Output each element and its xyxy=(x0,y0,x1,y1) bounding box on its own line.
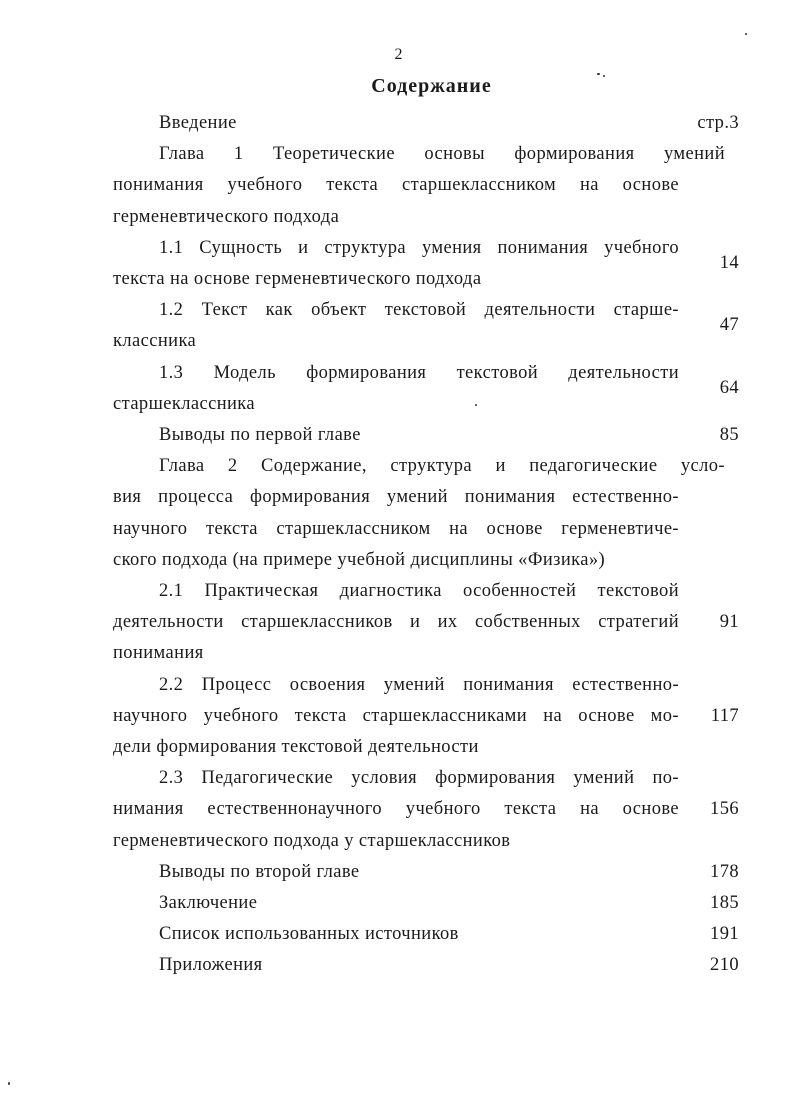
toc-entry-line: старшеклассника xyxy=(113,393,256,414)
toc-entry-2-1 xyxy=(113,576,743,670)
toc-entry-chapter-2 xyxy=(113,451,743,576)
toc-entry-page: 185 xyxy=(710,893,739,914)
toc-entry-page: 14 xyxy=(719,252,739,273)
toc-entry-2-2 xyxy=(113,670,743,764)
toc-entry-line: ского подхода (на примере учебной дисциплины «Физика») xyxy=(113,549,606,570)
scan-speck xyxy=(475,404,477,406)
toc-entry-page: 117 xyxy=(710,705,739,726)
toc-entry-page: 191 xyxy=(710,924,739,945)
toc-entry-page: 178 xyxy=(710,861,739,882)
toc-entry-line: Глава 1 Теоретические основы формирования умений xyxy=(159,144,725,165)
toc-entry-line: Заключение xyxy=(159,893,258,914)
toc-entry-page: 64 xyxy=(719,377,739,398)
page-number: 2 xyxy=(394,46,403,63)
scan-speck xyxy=(597,73,600,75)
toc-entry-line: Список использованных источников xyxy=(159,924,459,945)
toc-entry-line: 1.3 Модель формирования текстовой деятельности xyxy=(159,362,679,383)
toc-entry-line: научного текста старшеклассником на основе герменевтиче- xyxy=(113,518,679,539)
scan-speck xyxy=(603,75,605,77)
toc-entry-line: 2.2 Процесс освоения умений понимания естественно- xyxy=(159,674,679,695)
toc-entry-line: герменевтического подхода xyxy=(113,206,340,227)
toc-entry-line: научного учебного текста старшеклассниками на основе мо- xyxy=(113,705,679,726)
toc-entry-line: деятельности старшеклассников и их собственных стратегий xyxy=(113,612,679,633)
toc-entry-1-3 xyxy=(113,358,743,420)
toc-entry-line: 2.3 Педагогические условия формирования умений по- xyxy=(159,768,679,789)
toc-entry-line: нимания естественнонаучного учебного текста на основе xyxy=(113,799,679,820)
toc-entry-line: Приложения xyxy=(159,955,263,976)
toc-entry-page: 47 xyxy=(719,315,739,336)
toc-entry-introduction xyxy=(113,108,743,139)
toc-entry-line: текста на основе герменевтического подхода xyxy=(113,269,482,290)
toc-entry-chapter-1-conclusions xyxy=(113,420,743,451)
toc-entry-references xyxy=(113,919,743,950)
scan-speck xyxy=(8,1082,10,1085)
toc-entry-line: Выводы по второй главе xyxy=(159,861,360,882)
toc-entry-page: стр.3 xyxy=(697,113,739,133)
toc-entry-conclusion xyxy=(113,888,743,919)
toc-entry-line: Введение xyxy=(159,113,237,133)
scan-speck xyxy=(745,33,747,35)
toc-entry-line: герменевтического подхода у старшеклассников xyxy=(113,830,511,851)
toc-entry-1-2 xyxy=(113,295,743,357)
toc-entry-line: вия процесса формирования умений понимания естественно- xyxy=(113,487,679,508)
toc-entry-line: дели формирования текстовой деятельности xyxy=(113,737,479,758)
toc-entry-line: 1.2 Текст как объект текстовой деятельности старше- xyxy=(159,300,679,321)
toc-entry-line: понимания учебного текста старшеклассником на основе xyxy=(113,175,679,196)
toc-entry-line: классника xyxy=(113,331,197,352)
toc-entry-page: 210 xyxy=(710,955,739,976)
toc-entry-appendices xyxy=(113,950,743,981)
table-of-contents xyxy=(113,108,743,982)
toc-entry-line: Выводы по первой главе xyxy=(159,425,361,446)
toc-title: Содержание xyxy=(371,75,492,97)
toc-entry-page: 156 xyxy=(710,799,739,820)
toc-entry-2-3 xyxy=(113,763,743,857)
toc-entry-1-1 xyxy=(113,233,743,295)
toc-entry-page: 85 xyxy=(719,425,739,446)
toc-entry-page: 91 xyxy=(719,612,739,633)
toc-entry-line: Глава 2 Содержание, структура и педагогические усло- xyxy=(159,456,725,477)
toc-entry-line: 2.1 Практическая диагностика особенностей текстовой xyxy=(159,581,679,602)
toc-entry-line: 1.1 Сущность и структура умения понимания учебного xyxy=(159,237,679,258)
toc-entry-line: понимания xyxy=(113,643,204,664)
toc-entry-chapter-1 xyxy=(113,139,743,233)
toc-entry-chapter-2-conclusions xyxy=(113,857,743,888)
